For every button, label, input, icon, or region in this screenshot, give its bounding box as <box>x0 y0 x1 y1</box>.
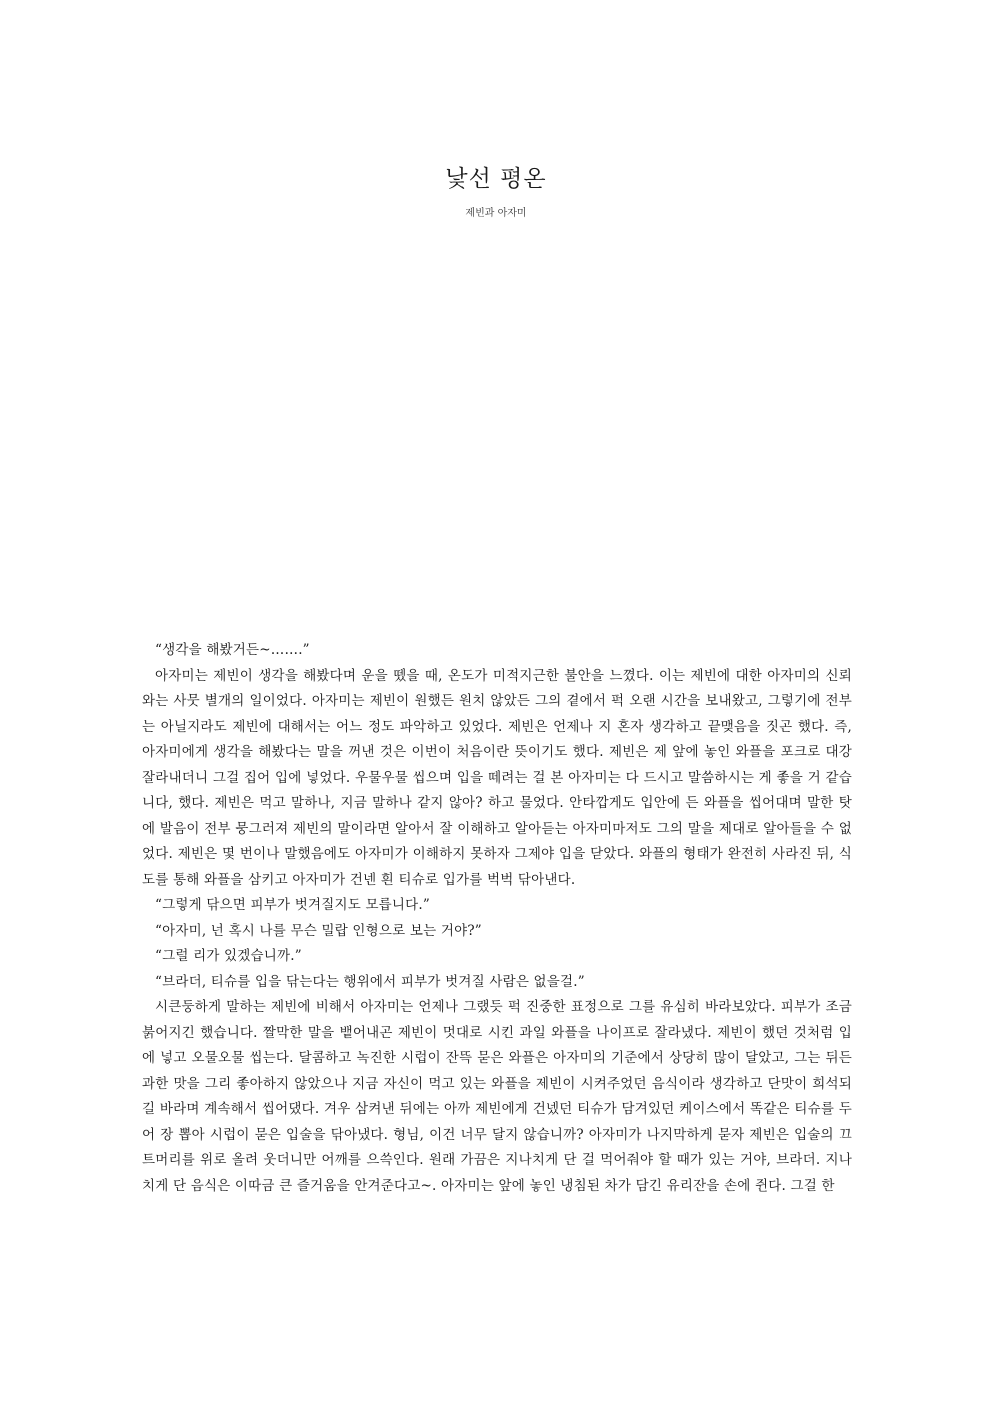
paragraph: “그렇게 닦으면 피부가 벗겨질지도 모릅니다.” <box>155 897 430 913</box>
document-title: 낯선 평온 <box>445 166 547 192</box>
paragraph: “브라더, 티슈를 입을 닦는다는 행위에서 피부가 벗겨질 사람은 없을걸.” <box>155 973 585 990</box>
paragraph: “생각을 해봤거든~…….” <box>155 642 310 658</box>
document-subtitle: 제빈과 아자미 <box>465 208 527 219</box>
paragraph: “그럴 리가 있겠습니까.” <box>155 948 302 964</box>
document-body <box>142 638 852 1199</box>
paragraph: “아자미, 넌 혹시 나를 무슨 밀랍 인형으로 보는 거야?” <box>155 922 482 939</box>
paragraph: 시큰둥하게 말하는 제빈에 비해서 아자미는 언제나 그랬듯 퍽 진중한 표정으로 그를 유심히 바라보았다. 피부가 조금 붉어지긴 했습니다. 짤막한 말을 뱉어내곤 제빈이 멋대로 시킨 과일 와플을 나이프로 잘라냈다. 제빈이 했던 것처럼 입에 넣고 오물오물 씹는다. 달콤하고 녹진한 시럽이 잔뜩 묻은 와플은 아자미의 기준에서 상당히 많이 달았고, 그는 뒤든 과한 맛을 그리 좋아하지 않았으나 지금 자신이 먹고 있는 와플을 제빈이 시켜주었던 음식이라 생각하고 단맛이 희석되길 바라며 계속해서 씹어댔다. 겨우 삼켜낸 뒤에는 아까 제빈에게 건넸던 티슈가 담겨있던 케이스에서 똑같은 티슈를 두어 장 뽑아 시럽이 묻은 입술을 닦아냈다. 형님, 이건 너무 달지 않습니까? 아자미가 나지막하게 묻자 제빈은 입술의 끄트머리를 위로 올려 웃더니만 어깨를 으쓱인다. 원래 가끔은 지나치게 단 걸 먹어줘야 할 때가 있는 거야, 브라더. 지나치게 단 음식은 이따금 큰 즐거움을 안겨준다고~. 아자미는 앞에 놓인 냉침된 차가 담긴 유리잔을 손에 쥔다. 그걸 한 <box>142 999 852 1194</box>
paragraph: 아자미는 제빈이 생각을 해봤다며 운을 뗐을 때, 온도가 미적지근한 불안을 느꼈다. 이는 제빈에 대한 아자미의 신뢰와는 사뭇 별개의 일이었다. 아자미는 제빈이 원했든 원치 않았든 그의 곁에서 퍽 오랜 시간을 보내왔고, 그렇기에 전부는 아닐지라도 제빈에 대해서는 어느 정도 파악하고 있었다. 제빈은 언제나 지 혼자 생각하고 끝맺음을 짓곤 했다. 즉, 아자미에게 생각을 해봤다는 말을 꺼낸 것은 이번이 처음이란 뜻이기도 했다. 제빈은 제 앞에 놓인 와플을 포크로 대강 잘라내더니 그걸 집어 입에 넣었다. 우물우물 씹으며 입을 떼려는 걸 본 아자미는 다 드시고 말씀하시는 게 좋을 거 같습니다, 했다. 제빈은 먹고 말하나, 지금 말하나 같지 않아? 하고 물었다. 안타깝게도 입안에 든 와플을 씹어대며 말한 탓에 발음이 전부 뭉그러져 제빈의 말이라면 알아서 잘 이해하고 알아듣는 아자미마저도 그의 말을 제대로 알아들을 수 없었다. 제빈은 몇 번이나 말했음에도 아자미가 이해하지 못하자 그제야 입을 닫았다. 와플의 형태가 완전히 사라진 뒤, 식도를 통해 와플을 삼키고 아자미가 건넨 흰 티슈로 입가를 벅벅 닦아낸다. <box>142 667 852 888</box>
